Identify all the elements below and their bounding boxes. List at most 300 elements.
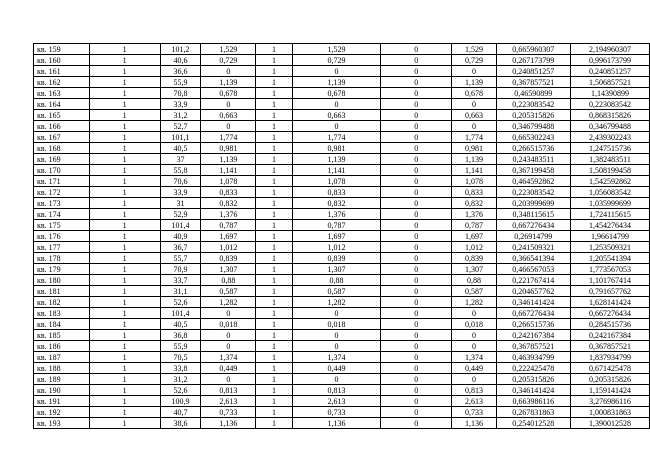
table-cell: 100,9 <box>160 396 201 407</box>
table-cell: 0,733 <box>452 407 496 418</box>
table-cell: 0,205315826 <box>496 110 570 121</box>
table-cell: 1,628141424 <box>571 297 650 308</box>
table-cell: 55,7 <box>160 253 201 264</box>
table-cell: 2,613 <box>201 396 256 407</box>
table-cell: 70,9 <box>160 264 201 275</box>
table-cell: 0,787 <box>201 220 256 231</box>
table-cell: 1 <box>256 253 292 264</box>
table-cell: 0,813 <box>292 385 381 396</box>
table-cell: 31,1 <box>160 286 201 297</box>
table-cell: 0,667276434 <box>496 220 570 231</box>
table-cell: 1,139 <box>452 154 496 165</box>
table-cell: 0,671425478 <box>571 363 650 374</box>
table-cell: 33,9 <box>160 187 201 198</box>
apartment-data-table <box>33 43 650 429</box>
table-cell: 0 <box>381 66 452 77</box>
table-cell: 1 <box>256 352 292 363</box>
table-cell: 0,222425478 <box>496 363 570 374</box>
table-row <box>34 286 650 297</box>
apartment-number-cell: кв. 171 <box>34 176 90 187</box>
table-cell: 0,241509321 <box>496 242 570 253</box>
table-cell: 1,139 <box>292 154 381 165</box>
apartment-number-cell: кв. 173 <box>34 198 90 209</box>
table-cell: 31 <box>160 198 201 209</box>
table-row <box>34 88 650 99</box>
table-cell: 0 <box>381 55 452 66</box>
table-cell: 0,367857521 <box>571 341 650 352</box>
table-cell: 52,6 <box>160 385 201 396</box>
table-cell: 1,454276434 <box>571 220 650 231</box>
table-row <box>34 330 650 341</box>
table-cell: 1,282 <box>452 297 496 308</box>
table-cell: 1 <box>89 341 160 352</box>
apartment-number-cell: кв. 181 <box>34 286 90 297</box>
table-cell: 1,136 <box>201 418 256 429</box>
table-cell: 0,018 <box>201 319 256 330</box>
table-cell: 0,205315826 <box>571 374 650 385</box>
table-cell: 1 <box>256 110 292 121</box>
table-cell: 40,5 <box>160 143 201 154</box>
table-cell: 0,587 <box>201 286 256 297</box>
apartment-number-cell: кв. 183 <box>34 308 90 319</box>
table-cell: 1,141 <box>452 165 496 176</box>
table-cell: 52,9 <box>160 209 201 220</box>
table-cell: 0 <box>381 99 452 110</box>
table-cell: 0,665960307 <box>496 44 570 55</box>
table-cell: 0 <box>292 66 381 77</box>
table-cell: 1,141 <box>201 165 256 176</box>
table-cell: 55,9 <box>160 341 201 352</box>
table-cell: 1,282 <box>292 297 381 308</box>
apartment-number-cell: кв. 162 <box>34 77 90 88</box>
table-cell: 1,139 <box>452 77 496 88</box>
table-cell: 0,839 <box>452 253 496 264</box>
apartment-number-cell: кв. 164 <box>34 99 90 110</box>
table-cell: 37 <box>160 154 201 165</box>
table-cell: 0,665302243 <box>496 132 570 143</box>
table-cell: 1 <box>256 77 292 88</box>
table-cell: 0 <box>381 220 452 231</box>
apartment-number-cell: кв. 192 <box>34 407 90 418</box>
table-cell: 1,307 <box>292 264 381 275</box>
table-cell: 0 <box>452 99 496 110</box>
table-cell: 0,018 <box>452 319 496 330</box>
table-cell: 1,139 <box>201 154 256 165</box>
table-cell: 0,678 <box>452 88 496 99</box>
table-cell: 52,7 <box>160 121 201 132</box>
table-cell: 1 <box>89 154 160 165</box>
table-cell: 0 <box>292 99 381 110</box>
table-cell: 0,832 <box>292 198 381 209</box>
table-cell: 0 <box>292 330 381 341</box>
table-cell: 0,587 <box>452 286 496 297</box>
table-cell: 0,366541394 <box>496 253 570 264</box>
table-cell: 0 <box>381 176 452 187</box>
table-cell: 0 <box>381 77 452 88</box>
table-row <box>34 110 650 121</box>
table-cell: 0,284515736 <box>571 319 650 330</box>
table-cell: 1,390012528 <box>571 418 650 429</box>
table-cell: 0,240851257 <box>571 66 650 77</box>
table-cell: 0,367857521 <box>496 341 570 352</box>
table-cell: 1,307 <box>201 264 256 275</box>
table-cell: 0,223083542 <box>571 99 650 110</box>
table-cell: 0,267831863 <box>496 407 570 418</box>
table-cell: 1 <box>256 418 292 429</box>
table-cell: 0,981 <box>452 143 496 154</box>
table-cell: 36,6 <box>160 66 201 77</box>
table-cell: 1 <box>256 66 292 77</box>
table-cell: 1 <box>256 286 292 297</box>
table-cell: 0 <box>381 110 452 121</box>
table-cell: 1,374 <box>452 352 496 363</box>
table-cell: 0,240851257 <box>496 66 570 77</box>
table-cell: 1 <box>89 176 160 187</box>
table-cell: 1 <box>89 275 160 286</box>
table-cell: 1 <box>89 88 160 99</box>
table-cell: 0 <box>381 330 452 341</box>
table-cell: 1,697 <box>201 231 256 242</box>
table-cell: 1 <box>256 55 292 66</box>
apartment-number-cell: кв. 179 <box>34 264 90 275</box>
table-row <box>34 198 650 209</box>
table-cell: 1 <box>89 44 160 55</box>
table-cell: 1 <box>256 121 292 132</box>
table-cell: 1 <box>256 187 292 198</box>
table-cell: 1 <box>256 154 292 165</box>
table-cell: 2,613 <box>452 396 496 407</box>
table-row <box>34 132 650 143</box>
table-row <box>34 363 650 374</box>
table-cell: 0,464592862 <box>496 176 570 187</box>
table-cell: 1 <box>89 308 160 319</box>
table-cell: 0,833 <box>292 187 381 198</box>
table-row <box>34 341 650 352</box>
table-body <box>34 44 650 429</box>
apartment-number-cell: кв. 187 <box>34 352 90 363</box>
table-cell: 36,8 <box>160 330 201 341</box>
table-cell: 0 <box>381 352 452 363</box>
apartment-number-cell: кв. 161 <box>34 66 90 77</box>
table-cell: 1 <box>89 231 160 242</box>
table-cell: 0 <box>452 121 496 132</box>
table-row <box>34 209 650 220</box>
table-row <box>34 77 650 88</box>
table-cell: 70,8 <box>160 88 201 99</box>
table-cell: 1,247515736 <box>571 143 650 154</box>
table-row <box>34 297 650 308</box>
table-cell: 1 <box>89 121 160 132</box>
table-cell: 38,6 <box>160 418 201 429</box>
table-cell: 0,981 <box>292 143 381 154</box>
table-cell: 0,254012528 <box>496 418 570 429</box>
table-cell: 0,221767414 <box>496 275 570 286</box>
table-cell: 0,346799488 <box>496 121 570 132</box>
table-row <box>34 220 650 231</box>
table-cell: 1,139 <box>201 77 256 88</box>
table-cell: 0,266515736 <box>496 319 570 330</box>
apartment-number-cell: кв. 159 <box>34 44 90 55</box>
table-cell: 0 <box>381 264 452 275</box>
table-cell: 0,663 <box>452 110 496 121</box>
table-cell: 0,663 <box>201 110 256 121</box>
table-cell: 0 <box>292 121 381 132</box>
table-cell: 0,729 <box>201 55 256 66</box>
table-cell: 0 <box>201 99 256 110</box>
table-cell: 3,276986116 <box>571 396 650 407</box>
table-cell: 1 <box>89 286 160 297</box>
table-cell: 1,012 <box>452 242 496 253</box>
table-cell: 101,4 <box>160 308 201 319</box>
table-cell: 0 <box>452 374 496 385</box>
table-cell: 0,346799488 <box>571 121 650 132</box>
table-row <box>34 275 650 286</box>
table-cell: 1,012 <box>201 242 256 253</box>
table-cell: 1,506857521 <box>571 77 650 88</box>
table-cell: 1 <box>89 198 160 209</box>
table-cell: 0,981 <box>201 143 256 154</box>
table-cell: 0 <box>452 341 496 352</box>
table-cell: 1,529 <box>452 44 496 55</box>
table-cell: 0 <box>292 308 381 319</box>
table-cell: 1 <box>256 407 292 418</box>
table-cell: 1 <box>256 220 292 231</box>
table-cell: 0 <box>381 363 452 374</box>
table-cell: 0 <box>381 297 452 308</box>
table-cell: 1 <box>89 330 160 341</box>
table-cell: 1,159141424 <box>571 385 650 396</box>
table-row <box>34 165 650 176</box>
table-cell: 0,678 <box>201 88 256 99</box>
table-cell: 0,346141424 <box>496 297 570 308</box>
table-cell: 70,6 <box>160 176 201 187</box>
table-cell: 1 <box>256 330 292 341</box>
table-cell: 1 <box>256 264 292 275</box>
table-cell: 40,9 <box>160 231 201 242</box>
table-row <box>34 308 650 319</box>
table-cell: 1 <box>256 319 292 330</box>
table-cell: 1 <box>89 407 160 418</box>
table-cell: 1,508199458 <box>571 165 650 176</box>
table-cell: 1,374 <box>201 352 256 363</box>
table-cell: 0 <box>381 209 452 220</box>
table-row <box>34 187 650 198</box>
table-cell: 0,203999699 <box>496 198 570 209</box>
table-cell: 0,367199458 <box>496 165 570 176</box>
table-cell: 1,774 <box>452 132 496 143</box>
table-cell: 1 <box>89 66 160 77</box>
table-cell: 33,8 <box>160 363 201 374</box>
table-cell: 0,449 <box>452 363 496 374</box>
table-cell: 1,282 <box>201 297 256 308</box>
table-cell: 0,88 <box>292 275 381 286</box>
table-cell: 1 <box>89 187 160 198</box>
table-cell: 0,26914799 <box>496 231 570 242</box>
table-cell: 0,367857521 <box>496 77 570 88</box>
table-cell: 1 <box>89 352 160 363</box>
table-cell: 1,382483511 <box>571 154 650 165</box>
table-cell: 1 <box>256 231 292 242</box>
table-cell: 40,7 <box>160 407 201 418</box>
table-cell: 1 <box>89 385 160 396</box>
apartment-number-cell: кв. 176 <box>34 231 90 242</box>
table-cell: 0,88 <box>201 275 256 286</box>
table-cell: 0,813 <box>452 385 496 396</box>
table-cell: 1,000831863 <box>571 407 650 418</box>
apartment-number-cell: кв. 190 <box>34 385 90 396</box>
table-cell: 0,729 <box>292 55 381 66</box>
table-cell: 0 <box>201 341 256 352</box>
table-cell: 36,7 <box>160 242 201 253</box>
apartment-number-cell: кв. 177 <box>34 242 90 253</box>
table-cell: 0,787 <box>292 220 381 231</box>
table-cell: 0,813 <box>201 385 256 396</box>
apartment-number-cell: кв. 188 <box>34 363 90 374</box>
table-cell: 0 <box>381 407 452 418</box>
apartment-number-cell: кв. 174 <box>34 209 90 220</box>
table-cell: 1 <box>256 275 292 286</box>
table-cell: 1,774 <box>292 132 381 143</box>
table-cell: 40,5 <box>160 319 201 330</box>
table-cell: 1 <box>89 418 160 429</box>
table-cell: 1 <box>89 264 160 275</box>
table-cell: 2,613 <box>292 396 381 407</box>
table-cell: 0 <box>381 121 452 132</box>
table-cell: 1 <box>89 132 160 143</box>
table-cell: 0,729 <box>452 55 496 66</box>
table-cell: 0 <box>381 132 452 143</box>
table-cell: 0 <box>381 286 452 297</box>
table-cell: 1 <box>256 396 292 407</box>
table-cell: 1 <box>89 55 160 66</box>
table-cell: 0,018 <box>292 319 381 330</box>
table-cell: 0 <box>452 308 496 319</box>
table-cell: 0,348115615 <box>496 209 570 220</box>
table-cell: 0 <box>381 418 452 429</box>
table-cell: 0 <box>201 330 256 341</box>
table-cell: 1,773567053 <box>571 264 650 275</box>
table-cell: 1 <box>89 319 160 330</box>
table-cell: 1,101767414 <box>571 275 650 286</box>
table-cell: 0,88 <box>452 275 496 286</box>
table-row <box>34 396 650 407</box>
table-cell: 1 <box>89 110 160 121</box>
table-cell: 1 <box>89 77 160 88</box>
table-cell: 1,078 <box>452 176 496 187</box>
table-cell: 1 <box>89 220 160 231</box>
table-row <box>34 121 650 132</box>
table-cell: 1 <box>89 143 160 154</box>
table-cell: 0 <box>292 341 381 352</box>
table-cell: 31,2 <box>160 110 201 121</box>
table-cell: 0,205315826 <box>496 374 570 385</box>
table-cell: 1,376 <box>201 209 256 220</box>
table-cell: 0 <box>381 154 452 165</box>
table-cell: 1 <box>256 88 292 99</box>
table-cell: 40,6 <box>160 55 201 66</box>
apartment-number-cell: кв. 163 <box>34 88 90 99</box>
table-cell: 55,8 <box>160 165 201 176</box>
table-cell: 0,242167384 <box>496 330 570 341</box>
table-cell: 1 <box>256 143 292 154</box>
table-cell: 0,667276434 <box>571 308 650 319</box>
table-cell: 1 <box>89 209 160 220</box>
table-cell: 2,439302243 <box>571 132 650 143</box>
table-row <box>34 253 650 264</box>
apartment-number-cell: кв. 180 <box>34 275 90 286</box>
table-row <box>34 66 650 77</box>
table-cell: 0,449 <box>201 363 256 374</box>
table-cell: 1,529 <box>292 44 381 55</box>
table-cell: 1 <box>256 363 292 374</box>
table-cell: 0,663986116 <box>496 396 570 407</box>
table-cell: 1,376 <box>292 209 381 220</box>
table-cell: 31,2 <box>160 374 201 385</box>
table-cell: 0,346141424 <box>496 385 570 396</box>
table-cell: 1,012 <box>292 242 381 253</box>
table-cell: 52,6 <box>160 297 201 308</box>
table-cell: 1,056083542 <box>571 187 650 198</box>
table-cell: 0 <box>381 242 452 253</box>
table-row <box>34 418 650 429</box>
table-cell: 0,463934799 <box>496 352 570 363</box>
table-cell: 0 <box>381 198 452 209</box>
table-cell: 0 <box>201 374 256 385</box>
table-cell: 55,9 <box>160 77 201 88</box>
table-cell: 0,832 <box>452 198 496 209</box>
table-cell: 1,141 <box>292 165 381 176</box>
table-row <box>34 154 650 165</box>
table-row <box>34 242 650 253</box>
table-cell: 1 <box>89 165 160 176</box>
table-cell: 1,374 <box>292 352 381 363</box>
apartment-number-cell: кв. 175 <box>34 220 90 231</box>
table-cell: 1 <box>256 385 292 396</box>
table-cell: 0,204657762 <box>496 286 570 297</box>
apartment-number-cell: кв. 169 <box>34 154 90 165</box>
table-cell: 1 <box>256 132 292 143</box>
table-cell: 1,724115615 <box>571 209 650 220</box>
table-cell: 0,46590899 <box>496 88 570 99</box>
table-cell: 1 <box>256 341 292 352</box>
table-cell: 0,466567053 <box>496 264 570 275</box>
table-cell: 33,9 <box>160 99 201 110</box>
table-cell: 1,774 <box>201 132 256 143</box>
table-row <box>34 374 650 385</box>
table-row <box>34 143 650 154</box>
table-cell: 1 <box>89 396 160 407</box>
table-cell: 1 <box>256 165 292 176</box>
table-cell: 1 <box>256 176 292 187</box>
table-cell: 101,1 <box>160 132 201 143</box>
apartment-number-cell: кв. 165 <box>34 110 90 121</box>
table-row <box>34 55 650 66</box>
table-cell: 70,5 <box>160 352 201 363</box>
table-cell: 33,7 <box>160 275 201 286</box>
table-cell: 0 <box>201 121 256 132</box>
table-cell: 1,837934799 <box>571 352 650 363</box>
table-cell: 1,139 <box>292 77 381 88</box>
table-cell: 0 <box>381 385 452 396</box>
table-cell: 0 <box>381 231 452 242</box>
table-cell: 101,4 <box>160 220 201 231</box>
table-cell: 1 <box>89 242 160 253</box>
table-row <box>34 264 650 275</box>
table-cell: 1,035999699 <box>571 198 650 209</box>
table-cell: 1 <box>256 44 292 55</box>
apartment-number-cell: кв. 193 <box>34 418 90 429</box>
table-cell: 0 <box>381 44 452 55</box>
